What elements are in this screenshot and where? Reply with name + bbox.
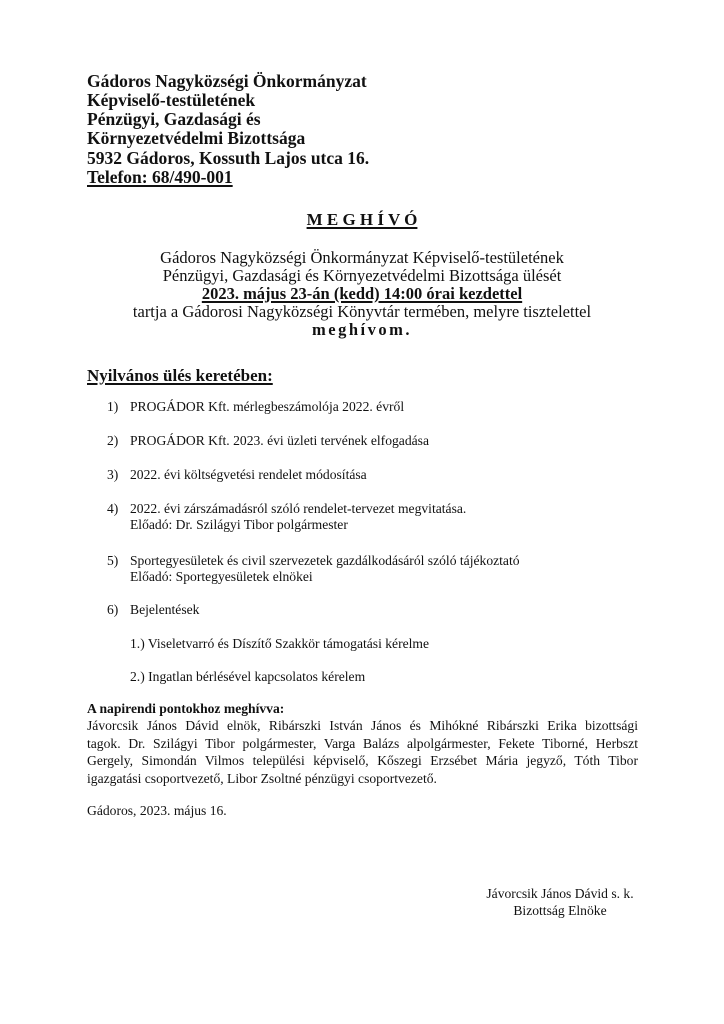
agenda-text: PROGÁDOR Kft. 2023. évi üzleti tervének elfogadása [130,433,429,448]
agenda-item [0,433,724,449]
agenda-number: 6) [107,602,119,617]
document-title: M E G H Í V Ó [306,210,418,229]
agenda-text: PROGÁDOR Kft. mérlegbeszámolója 2022. évről [130,399,405,414]
agenda-text: 2022. évi költségvetési rendelet módosítása [130,467,367,482]
intro-line-1: Gádoros Nagyközségi Önkormányzat Képviselő-testületének [160,248,564,267]
agenda-number: 1) [107,399,119,414]
agenda-number: 4) [107,501,119,516]
signature-role: Bizottság Elnöke [513,903,607,918]
committee-name-1: Pénzügyi, Gazdasági és [87,109,261,129]
invitees-line: Jávorcsik János Dávid elnök, Ribárszki István János és Mihókné Ribárszki Erika bizottsági [87,718,638,733]
invitees-line: tagok. Dr. Szilágyi Tibor polgármester, Varga Balázs alpolgármester, Fekete Tiborné, Herbszt [87,735,638,751]
org-name: Gádoros Nagyközségi Önkormányzat [87,71,367,91]
agenda-number: 2) [107,433,119,448]
agenda-text: Bejelentések [130,602,200,617]
org-body: Képviselő-testületének [87,90,256,110]
announcement-item: 1.) Viseletvarró és Díszítő Szakkör támogatási kérelme [130,636,430,651]
committee-name-2: Környezetvédelmi Bizottsága [87,128,306,148]
agenda-item [0,501,724,533]
intro-line-2: Pénzügyi, Gazdasági és Környezetvédelmi Bizottsága ülését [162,266,562,285]
announcement-item: 2.) Ingatlan bérlésével kapcsolatos kérelem [130,669,366,684]
invitees-line: Gergely, Simondán Vilmos települési képviselő, Kőszegi Erzsébet Mária jegyző, Tóth Tibor [87,753,638,768]
invitees-line: igazgatási csoportvezető, Libor Zsoltné pénzügyi csoportvezető. [87,770,437,786]
meeting-date-time: 2023. május 23-án (kedd) 14:00 órai kezdettel [201,284,523,303]
intro-line-4: tartja a Gádorosi Nagyközségi Könyvtár termében, melyre tisztelettel [132,302,592,321]
address: 5932 Gádoros, Kossuth Lajos utca 16. [87,148,370,168]
agenda-presenter: Előadó: Dr. Szilágyi Tibor polgármester [130,517,348,532]
phone: Telefon: 68/490-001 [87,167,233,187]
place-date: Gádoros, 2023. május 16. [87,803,227,818]
invitees-paragraph [87,717,638,787]
signature-name: Jávorcsik János Dávid s. k. [486,886,634,901]
agenda-item [0,602,724,618]
agenda-item [0,467,724,483]
agenda-text: 2022. évi zárszámadásról szóló rendelet-tervezet megvitatása. [130,501,467,516]
agenda-text: Sportegyesületek és civil szervezetek gazdálkodásáról szóló tájékoztató [130,553,520,568]
agenda-presenter: Előadó: Sportegyesületek elnökei [130,569,313,584]
invite-text: meghívom. [312,320,412,339]
section-title: Nyilvános ülés keretében: [87,366,273,385]
agenda-number: 3) [107,467,119,482]
invitees-title: A napirendi pontokhoz meghívva: [87,701,285,716]
agenda-item [0,553,724,585]
agenda-item [0,399,724,415]
agenda-number: 5) [107,553,119,568]
